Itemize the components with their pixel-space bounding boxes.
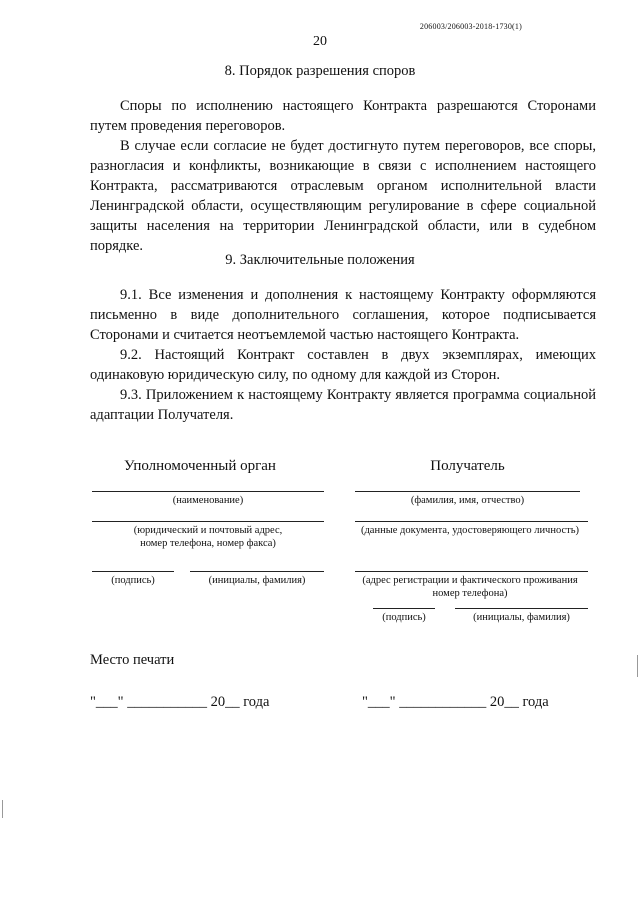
authority-title: Уполномоченный орган (124, 458, 276, 474)
authority-signature-line (92, 571, 174, 572)
scan-edge-mark-right (637, 655, 638, 677)
section-8-paragraph-2: В случае если согласие не будет достигнуто путем переговоров, все споры, разногласия и конфликты, возникающие в связи с исполнением настоящего Контракта, рассматриваются отраслевым органом исполнительной власти Ленинградской области, осуществляющим регулирование в сфере социальной защиты населения на территории Ленинградской области, или в судебном порядке. (90, 138, 596, 254)
recipient-address-caption-1: (адрес регистрации и фактического проживания (362, 575, 578, 586)
recipient-initials-line (455, 608, 588, 609)
authority-address-caption-1: (юридический и почтовый адрес, (133, 525, 283, 536)
document-id: 206003/206003-2018-1730(1) (419, 22, 522, 31)
recipient-document-line (355, 521, 588, 522)
authority-signature-caption: (подпись) (111, 575, 155, 586)
page-number: 20 (313, 34, 327, 49)
section-8-title: 8. Порядок разрешения споров (224, 63, 416, 79)
authority-initials-caption: (инициалы, фамилия) (208, 575, 306, 586)
recipient-title: Получатель (430, 458, 505, 474)
authority-initials-line (190, 571, 324, 572)
recipient-address-caption-2: номер телефона) (432, 588, 508, 599)
section-9-title: 9. Заключительные положения (225, 252, 415, 268)
section-9-paragraph-3: 9.3. Приложением к настоящему Контракту является программа социальной адаптации Получателя. (90, 387, 596, 423)
recipient-document-caption: (данные документа, удостоверяющего личность) (360, 525, 580, 536)
authority-address-caption-2: номер телефона, номер факса) (140, 538, 276, 549)
section-8-paragraph-1: Споры по исполнению настоящего Контракта разрешаются Сторонами путем проведения переговоров. (90, 98, 596, 134)
recipient-address-line (355, 571, 588, 572)
authority-name-caption: (наименование) (172, 495, 244, 506)
recipient-signature-line (373, 608, 435, 609)
stamp-place-label: Место печати (90, 652, 175, 668)
section-9-paragraph-2: 9.2. Настоящий Контракт составлен в двух экземплярах, имеющих одинаковую юридическую силу, по одному для каждой из Сторон. (90, 347, 596, 383)
date-line-left: "___" ___________ 20__ года (90, 694, 270, 710)
recipient-name-caption: (фамилия, имя, отчество) (410, 495, 525, 506)
recipient-signature-caption: (подпись) (382, 612, 426, 623)
date-line-right: "___" ____________ 20__ года (362, 694, 549, 710)
authority-address-line (92, 521, 324, 522)
scan-edge-mark-left (2, 800, 3, 818)
recipient-name-line (355, 491, 580, 492)
section-9-paragraph-1: 9.1. Все изменения и дополнения к настоящему Контракту оформляются письменно в виде дополнительного соглашения, которое подписывается Сторонами и считается неотъемлемой частью настоящего Контракта. (90, 287, 596, 343)
recipient-initials-caption: (инициалы, фамилия) (473, 612, 570, 623)
authority-name-line (92, 491, 324, 492)
